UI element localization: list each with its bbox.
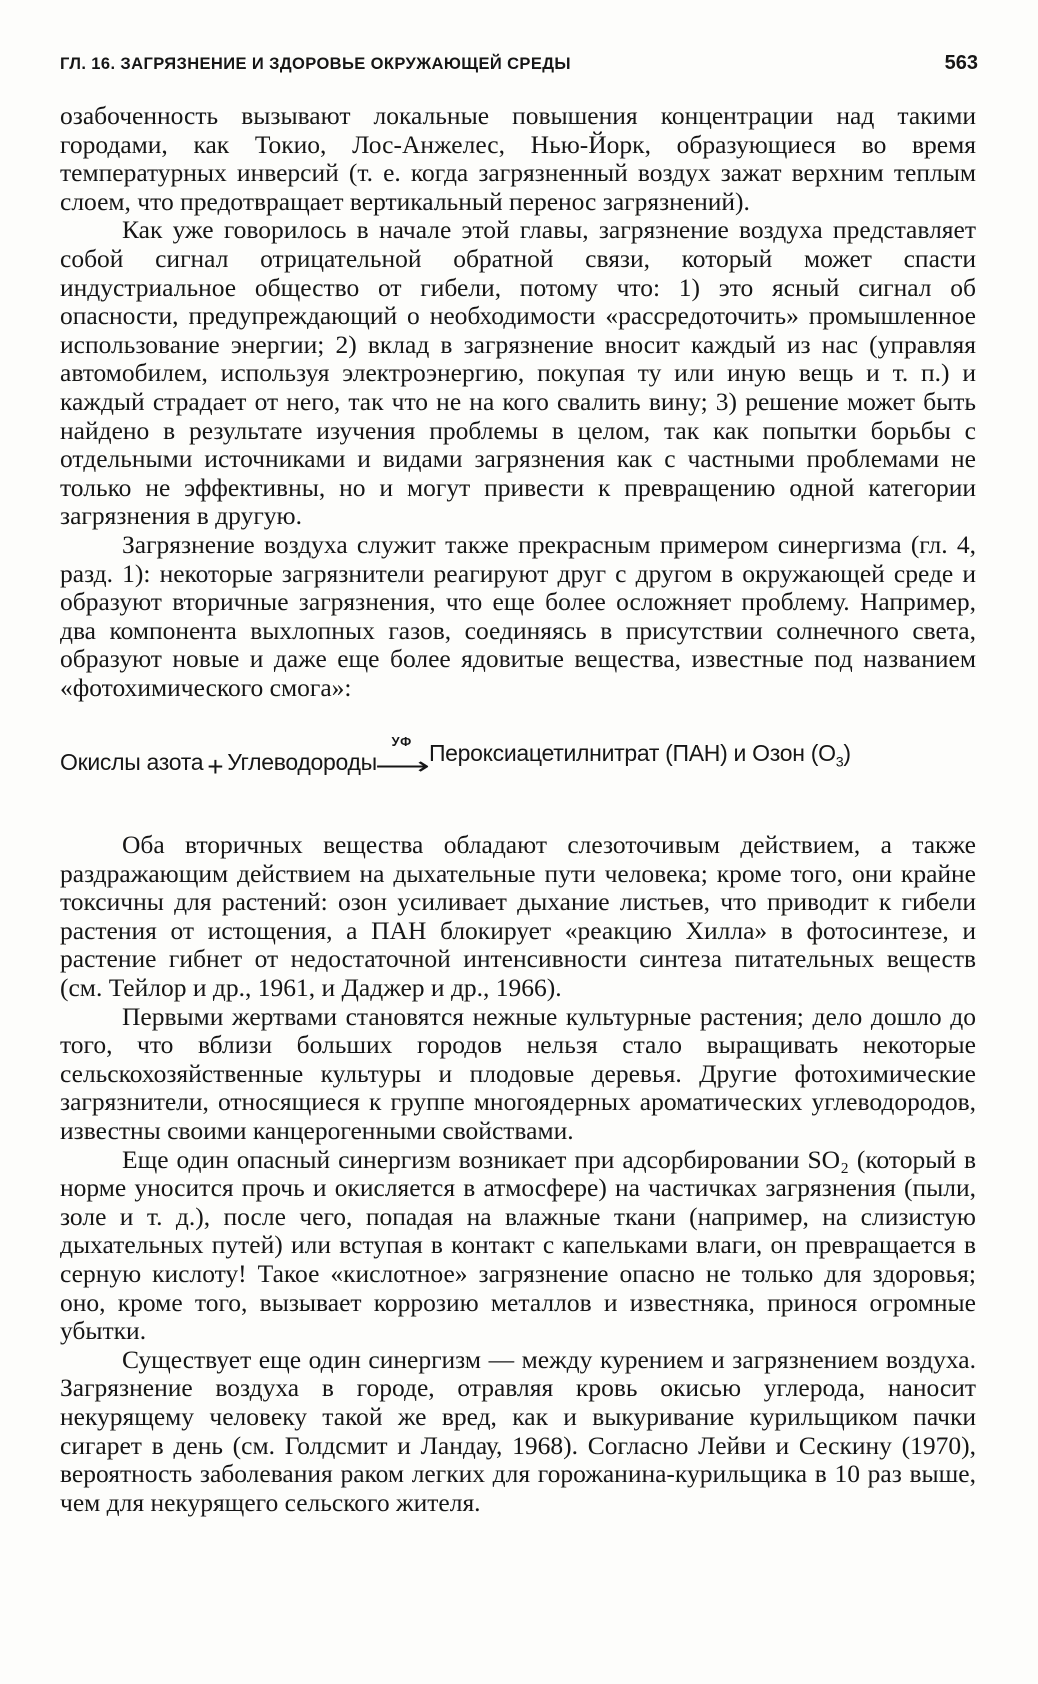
page-body (60, 102, 976, 1517)
chemical-reaction-formula (60, 730, 976, 783)
products-closing: ) (843, 739, 851, 766)
paragraph: озабоченность вызывают локальные повышения концентрации над такими городами, как Токио, Лос-Анжелес, Нью-Йорк, образующиеся во время температурных инверсий (т. е. когда загрязненный воздух зажат верхним теплым слоем, что предотвращает вертикальный перенос загрязнений). (60, 101, 976, 216)
reactant-hydrocarbons: Углеводороды (227, 749, 377, 776)
ozone-subscript: 3 (835, 754, 844, 771)
reaction-arrow (374, 728, 430, 781)
page-number: 563 (944, 52, 978, 74)
paragraph: Загрязнение воздуха служит также прекрасным примером синергизма (гл. 4, разд. 1): некоторые загрязнители реагируют друг с другом в окружающей среде и образуют вторичные загрязнения, что еще более осложняет проблему. Например, два компонента выхлопных газов, соединяясь в присутствии солнечного света, образуют новые и даже еще более ядовитые вещества, известные под названием «фотохимического смога»: (60, 529, 976, 702)
paragraph: Еще один опасный синергизм возникает при адсорбировании SO₂ (который в норме уносится прочь и окисляется в атмосфере) на частичках загрязнения (пыли, золе и т. д.), после чего, попадая на влажные ткани (например, на слизистую дыхательных путей) или вступая в контакт с капельками влаги, он превращается в серную кислоту! Такое «кислотное» загрязнение опасно не только для здоровья; оно, кроме того, вызывает коррозию металлов и известняка, принося огромные убытки. (60, 1144, 976, 1346)
paragraph: Оба вторичных вещества обладают слезоточивым действием, а также раздражающим действием на дыхательные пути человека; кроме того, они крайне токсичны для растений: озон усиливает дыхание листьев, что приводит к гибели растения от истощения, а ПАН блокирует «реакцию Хилла» в фотосинтезе, и растение гибнет от недостаточной интенсивности синтеза питательных веществ (см. Тейлор и др., 1961, и Даджер и др., 1966). (60, 830, 976, 1003)
paragraph: Первыми жертвами становятся нежные культурные растения; дело дошло до того, что вблизи больших городов нельзя стало выращивать некоторые сельскохозяйственные культуры и плодовые деревья. Другие фотохимические загрязнители, относящиеся к группе многоядерных ароматических углеводородов, известны своими канцерогенными свойствами. (60, 1001, 976, 1145)
paragraph: Как уже говорилось в начале этой главы, загрязнение воздуха представляет собой сигнал отрицательной обратной связи, который может спасти индустриальное общество от гибели, потому что: 1) это ясный сигнал об опасности, предупреждающий о необходимости «рассредоточить» промышленное использование энергии; 2) вклад в загрязнение вносит каждый из нас (управляя автомобилем, используя электроэнергию, покупая ту или иную вещь и т. п.) и каждый страдает от него, так что не на кого свалить вину; 3) решение может быть найдено в результате изучения проблемы в целом, так как попытки борьбы с отдельными источниками и видами загрязнения как с частными проблемами не только не эффективны, но и могут привести к превращению одной категории загрязнения в другую. (60, 215, 976, 531)
plus-sign: + (207, 751, 224, 783)
page-header (60, 52, 978, 75)
reaction-products (429, 739, 851, 777)
right-arrow-icon: ⟶ (374, 753, 430, 781)
reactant-nitrogen-oxides: Окислы азота (60, 749, 204, 776)
uv-label: УФ (391, 734, 413, 750)
running-head: ГЛ. 16. ЗАГРЯЗНЕНИЕ И ЗДОРОВЬЕ ОКРУЖАЮЩЕЙ СРЕДЫ (60, 55, 571, 73)
paragraph: Существует еще один синергизм — между курением и загрязнением воздуха. Загрязнение воздуха в городе, отравляя кровь окисью углерода, наносит некурящему человеку такой же вред, как и выкуривание курильщиком пачки сигарет в день (см. Голдсмит и Ландау, 1968). Согласно Лейви и Сескину (1970), вероятность заболевания раком легких для горожанина-курильщика в 10 раз выше, чем для некурящего сельского жителя. (60, 1344, 976, 1517)
products-text: Пероксиацетилнитрат (ПАН) и Озон (O (428, 739, 836, 766)
